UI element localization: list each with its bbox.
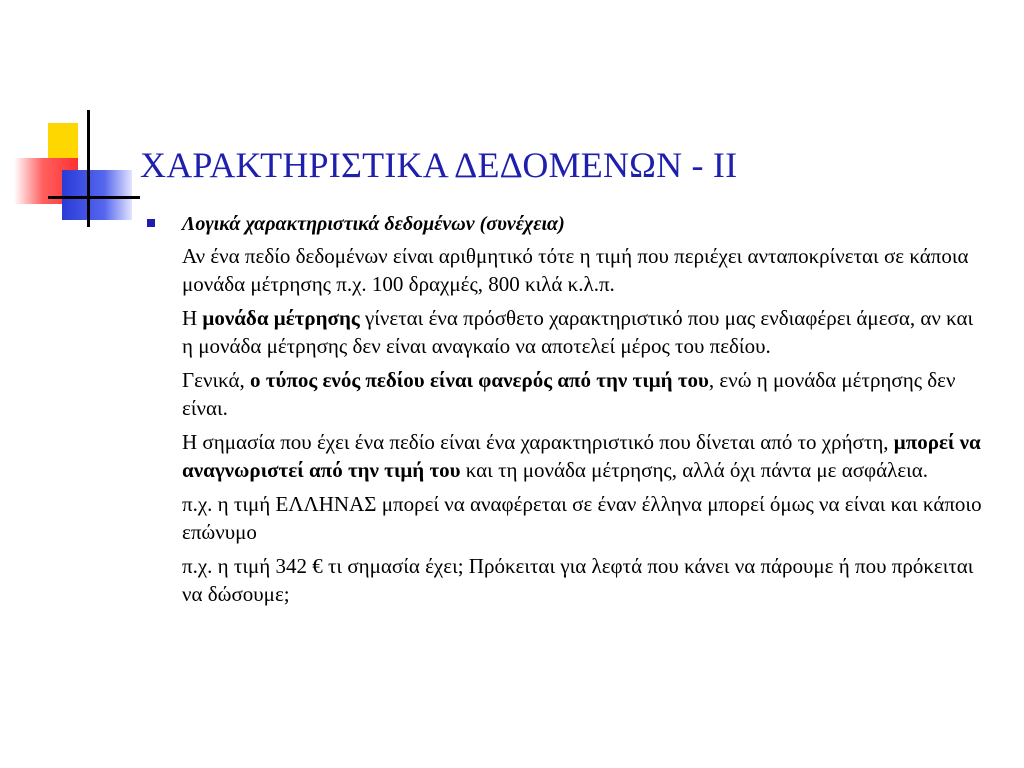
paragraph-2-text-a: Η	[182, 306, 203, 330]
paragraph-2-bold: μονάδα μέτρησης	[202, 306, 360, 330]
logo-vertical-line	[87, 110, 90, 227]
paragraph-2	[182, 304, 982, 360]
bullet-text: Λογικά χαρακτηριστικά δεδομένων (συνέχεια)	[182, 213, 565, 235]
paragraph-6: π.χ. η τιμή 342 € τι σημασία έχει; Πρόκειται για λεφτά που κάνει να πάρουμε ή που πρόκειται να δώσουμε;	[182, 554, 974, 606]
square-bullet-icon	[147, 219, 155, 227]
paragraph-5: π.χ. η τιμή ΕΛΛΗΝΑΣ μπορεί να αναφέρεται σε έναν έλληνα μπορεί όμως να είναι και κάποιο επώνυμο	[182, 492, 982, 544]
logo-horizontal-line	[48, 196, 140, 199]
slide-content	[150, 208, 990, 614]
paragraph-4-bold: μπορεί να αναγνωριστεί από την τιμή του	[182, 430, 981, 482]
paragraph-1: Αν ένα πεδίο δεδομένων είναι αριθμητικό τότε η τιμή που περιέχει ανταποκρίνεται σε κάποια μονάδα μέτρησης π.χ. 100 δραχμές, 800 κιλά κ.λ.π.	[182, 244, 969, 296]
paragraph-4-text-c: και τη μονάδα μέτρησης, αλλά όχι πάντα με ασφάλεια.	[460, 458, 929, 482]
paragraph-3	[182, 366, 982, 422]
logo-blue-square	[62, 170, 132, 220]
paragraph-2-text-c: γίνεται ένα πρόσθετο χαρακτηριστικό που μας ενδιαφέρει άμεσα, αν και η μονάδα μέτρησης δεν είναι αναγκαίο να αποτελεί μέρος του πεδίου.	[182, 306, 974, 358]
paragraph-4	[182, 428, 982, 484]
paragraph-3-bold: ο τύπος ενός πεδίου είναι φανερός από την τιμή του	[250, 368, 709, 392]
slide-title: ΧΑΡΑΚΤΗΡΙΣΤΙΚΑ ΔΕΔΟΜΕΝΩΝ - ΙΙ	[140, 145, 738, 185]
paragraph-3-text-a: Γενικά,	[182, 368, 251, 392]
paragraph-3-text-c: , ενώ η μονάδα μέτρησης δεν είναι.	[182, 368, 956, 420]
bullet-item	[150, 208, 990, 240]
paragraph-4-text-a: Η σημασία που έχει ένα πεδίο είναι ένα χαρακτηριστικό που δίνεται από το χρήστη,	[182, 430, 894, 454]
